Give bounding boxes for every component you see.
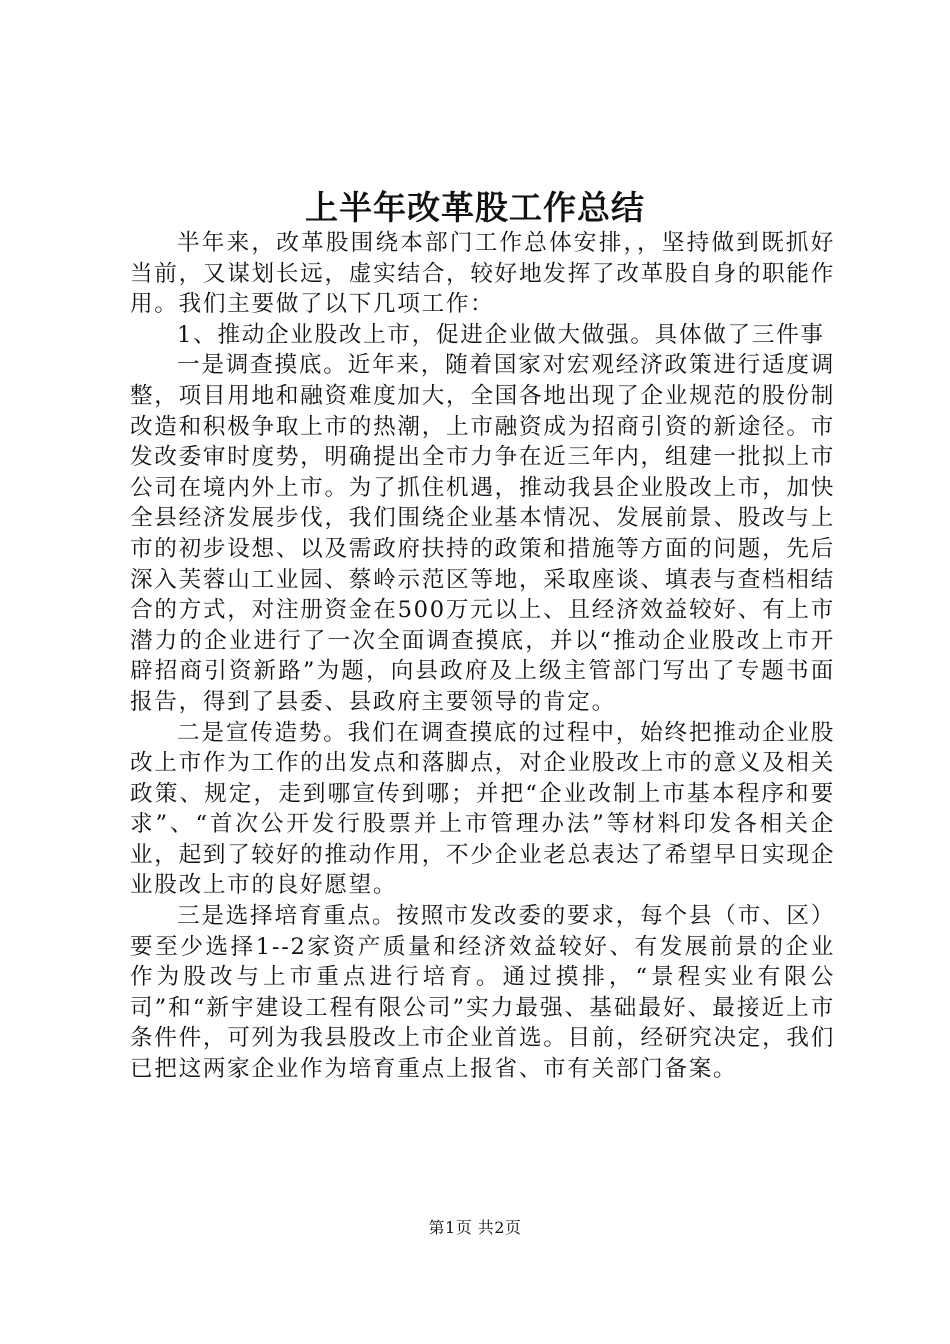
paragraph-publicity: 二是宣传造势。我们在调查摸底的过程中，始终把推动企业股改上市作为工作的出发点和落脚点，对企业股改上市的意义及相关政策、规定，走到哪宣传到哪；并把“企业改制上市基本程序和要求”、“首次公开发行股票并上市管理办法”等材料印发各相关企业，起到了较好的推动作用，不少企业老总表达了希望早日实现企业股改上市的良好愿望。: [130, 719, 835, 899]
paragraph-intro: 半年来，改革股围绕本部门工作总体安排，，坚持做到既抓好当前，又谋划长远，虚实结合，较好地发挥了改革股自身的职能作用。我们主要做了以下几项工作：: [130, 230, 835, 318]
document-title: 上半年改革股工作总结: [305, 188, 645, 227]
paragraph-key-cultivation: 三是选择培育重点。按照市发改委的要求，每个县（市、区）要至少选择1--2家资产质量和经济效益较好、有发展前景的企业作为股改与上市重点进行培育。通过摸排，“景程实业有限公司”和“新宇建设工程有限公司”实力最强、基础最好、最接近上市条件件，可列为我县股改上市企业首选。目前，经研究决定，我们已把这两家企业作为培育重点上报省、市有关部门备案。: [130, 903, 835, 1083]
paragraph-section-1-heading: 1、推动企业股改上市，促进企业做大做强。具体做了三件事: [177, 321, 825, 348]
paragraph-survey: 一是调查摸底。近年来，随着国家对宏观经济政策进行适度调整，项目用地和融资难度加大，全国各地出现了企业规范的股份制改造和积极争取上市的热潮，上市融资成为招商引资的新途径。市发改委审时度势，明确提出全市力争在近三年内，组建一批拟上市公司在境内外上市。为了抓住机遇，推动我县企业股改上市，加快全县经济发展步伐，我们围绕企业基本情况、发展前景、股改与上市的初步设想、以及需政府扶持的政策和措施等方面的问题，先后深入芙蓉山工业园、蔡岭示范区等地，采取座谈、填表与查档相结合的方式，对注册资金在500万元以上、且经济效益较好、有上市潜力的企业进行了一次全面调查摸底，并以“推动企业股改上市开辟招商引资新路”为题，向县政府及上级主管部门写出了专题书面报告，得到了县委、县政府主要领导的肯定。: [130, 352, 835, 715]
page-number-footer: 第1页 共2页: [428, 1218, 522, 1237]
document-body: [130, 228, 835, 1085]
